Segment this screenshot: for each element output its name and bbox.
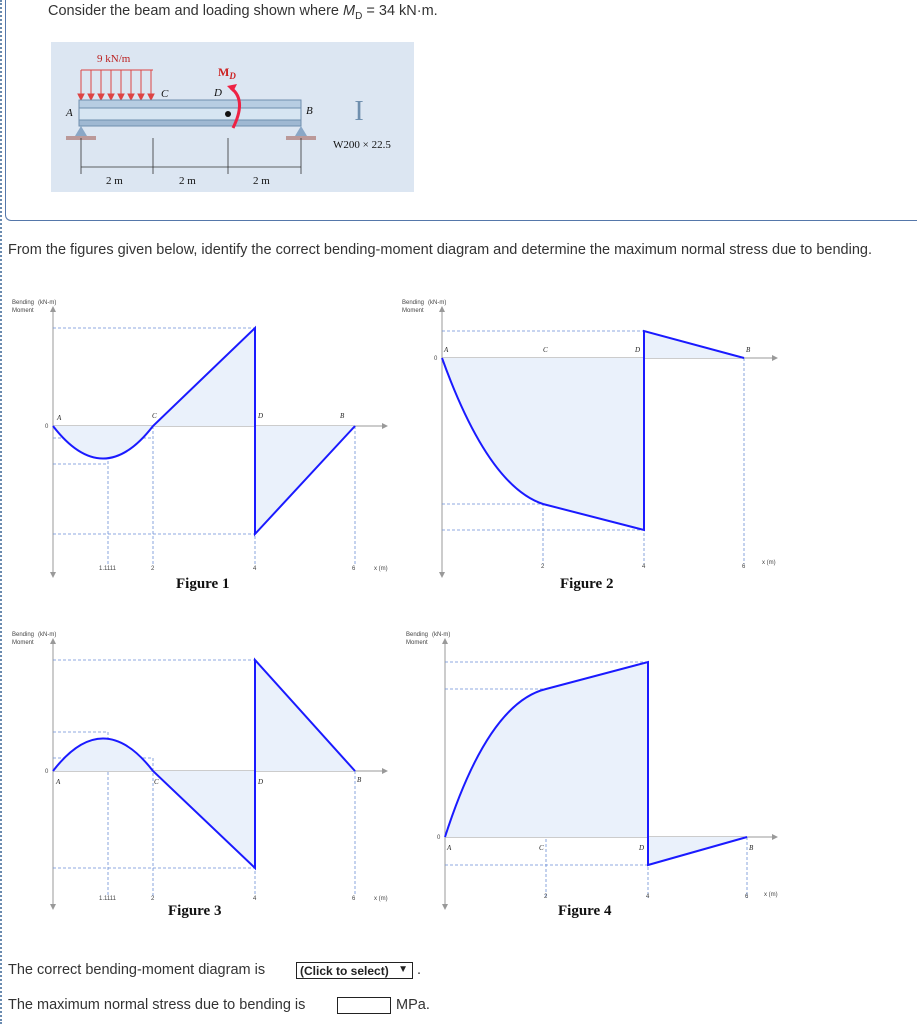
- diagram-select[interactable]: [296, 962, 413, 979]
- x-axis-label: x (m): [374, 896, 388, 902]
- figure-3-diagram[interactable]: [8, 628, 398, 928]
- q1-label: The correct bending-moment diagram is: [8, 962, 266, 978]
- y-axis-unit: (kN-m): [38, 632, 57, 638]
- problem-intro: Consider the beam and loading shown where $M_D = 34$ kN·m.: [48, 3, 438, 22]
- x-tick: 4: [642, 564, 646, 570]
- y-axis-arrow: [50, 306, 56, 312]
- figure-caption: Figure 2: [560, 576, 614, 592]
- figure-caption: Figure 1: [176, 576, 230, 592]
- y-axis-label-2: Moment: [402, 308, 424, 314]
- q2-unit: MPa.: [396, 997, 430, 1013]
- beam-top-flange: [79, 100, 301, 108]
- figure-caption: Figure 4: [558, 903, 612, 919]
- zero-label: 0: [45, 769, 49, 775]
- y-axis-label: Bending: [12, 300, 35, 306]
- x-axis-label: x (m): [374, 566, 388, 572]
- zero-label: 0: [434, 356, 438, 362]
- beam-figure: [51, 42, 414, 192]
- x-tick: 4: [646, 894, 650, 900]
- point-a-label: A: [66, 107, 73, 119]
- y-axis-label: Bending: [406, 632, 429, 638]
- x-axis-arrow: [382, 768, 388, 774]
- point-c-label: C: [539, 844, 544, 852]
- y-axis-label-2: Moment: [406, 640, 428, 646]
- chevron-down-icon: ▼: [398, 964, 408, 975]
- y-axis-label-2: Moment: [12, 640, 34, 646]
- positive-region: [53, 328, 255, 459]
- point-b-label: B: [306, 105, 313, 117]
- point-b-label: B: [749, 844, 754, 852]
- point-d-label: D: [258, 412, 264, 420]
- x-tick: 2: [151, 566, 155, 572]
- x-tick: 1.1111: [99, 566, 117, 572]
- point-c-label: C: [161, 88, 169, 100]
- x-axis-arrow: [382, 423, 388, 429]
- load-label: 9 kN/m: [97, 53, 131, 65]
- point-a-label: A: [56, 778, 61, 786]
- beam-web: [79, 108, 301, 120]
- figure-4-diagram[interactable]: [398, 628, 798, 928]
- point-d-label: D: [639, 844, 645, 852]
- point-d-label: D: [214, 87, 222, 99]
- y-axis-unit: (kN-m): [432, 632, 451, 638]
- zero-label: 0: [45, 424, 49, 430]
- beam-bottom-flange: [79, 120, 301, 126]
- y-axis-unit: (kN-m): [428, 300, 447, 306]
- section-symbol: I: [354, 96, 364, 127]
- span-label-3: 2 m: [253, 175, 270, 187]
- point-c-label: C: [152, 412, 157, 420]
- point-a-label: A: [447, 844, 452, 852]
- zero-label: 0: [437, 835, 441, 841]
- figure-caption: Figure 3: [168, 903, 222, 919]
- y-axis-arrow: [442, 638, 448, 644]
- x-axis-arrow: [772, 834, 778, 840]
- x-tick: 6: [352, 566, 356, 572]
- q1-end: .: [417, 962, 422, 978]
- point-d-label: D: [635, 346, 641, 354]
- point-c-label: C: [543, 346, 548, 354]
- x-axis-arrow: [772, 355, 778, 361]
- span-label-1: 2 m: [106, 175, 123, 187]
- x-tick: 2: [541, 564, 545, 570]
- y-axis-unit: (kN-m): [38, 300, 57, 306]
- moment-label: $M_D$: [218, 65, 236, 81]
- y-axis-arrow: [439, 306, 445, 312]
- x-tick: 2: [544, 894, 548, 900]
- diagram-select-value: (Click to select): [300, 964, 389, 978]
- y-axis-label: Bending: [12, 632, 35, 638]
- x-tick: 6: [742, 564, 746, 570]
- x-axis-label: x (m): [764, 892, 778, 898]
- point-a-label: A: [57, 414, 62, 422]
- x-tick: 6: [352, 896, 356, 902]
- point-b-label: B: [746, 346, 751, 354]
- x-tick: 2: [151, 896, 155, 902]
- x-axis-label: x (m): [762, 560, 776, 566]
- x-tick: 1.1111: [99, 896, 117, 902]
- q2-label: The maximum normal stress due to bending is: [8, 997, 306, 1013]
- span-label-2: 2 m: [179, 175, 196, 187]
- point-a-label: A: [444, 346, 449, 354]
- point-b-label: B: [340, 412, 345, 420]
- x-tick: 4: [253, 896, 257, 902]
- section-label: W200 × 22.5: [333, 139, 391, 151]
- max-stress-input[interactable]: [337, 997, 391, 1014]
- left-margin-rule: [0, 0, 2, 1024]
- point-d-label: D: [258, 778, 264, 786]
- y-axis-label-2: Moment: [12, 308, 34, 314]
- point-c-label: C: [154, 778, 159, 786]
- problem-instruction: From the figures given below, identify the correct bending-moment diagram and determine the maximum normal stress due to bending.: [8, 242, 872, 258]
- point-d-marker: [225, 111, 231, 117]
- point-b-label: B: [357, 776, 362, 784]
- y-axis-arrow: [50, 638, 56, 644]
- x-tick: 6: [745, 894, 749, 900]
- x-tick: 4: [253, 566, 257, 572]
- y-axis-label: Bending: [402, 300, 425, 306]
- figure-2-diagram[interactable]: [398, 296, 798, 596]
- figure-1-diagram[interactable]: [8, 296, 398, 596]
